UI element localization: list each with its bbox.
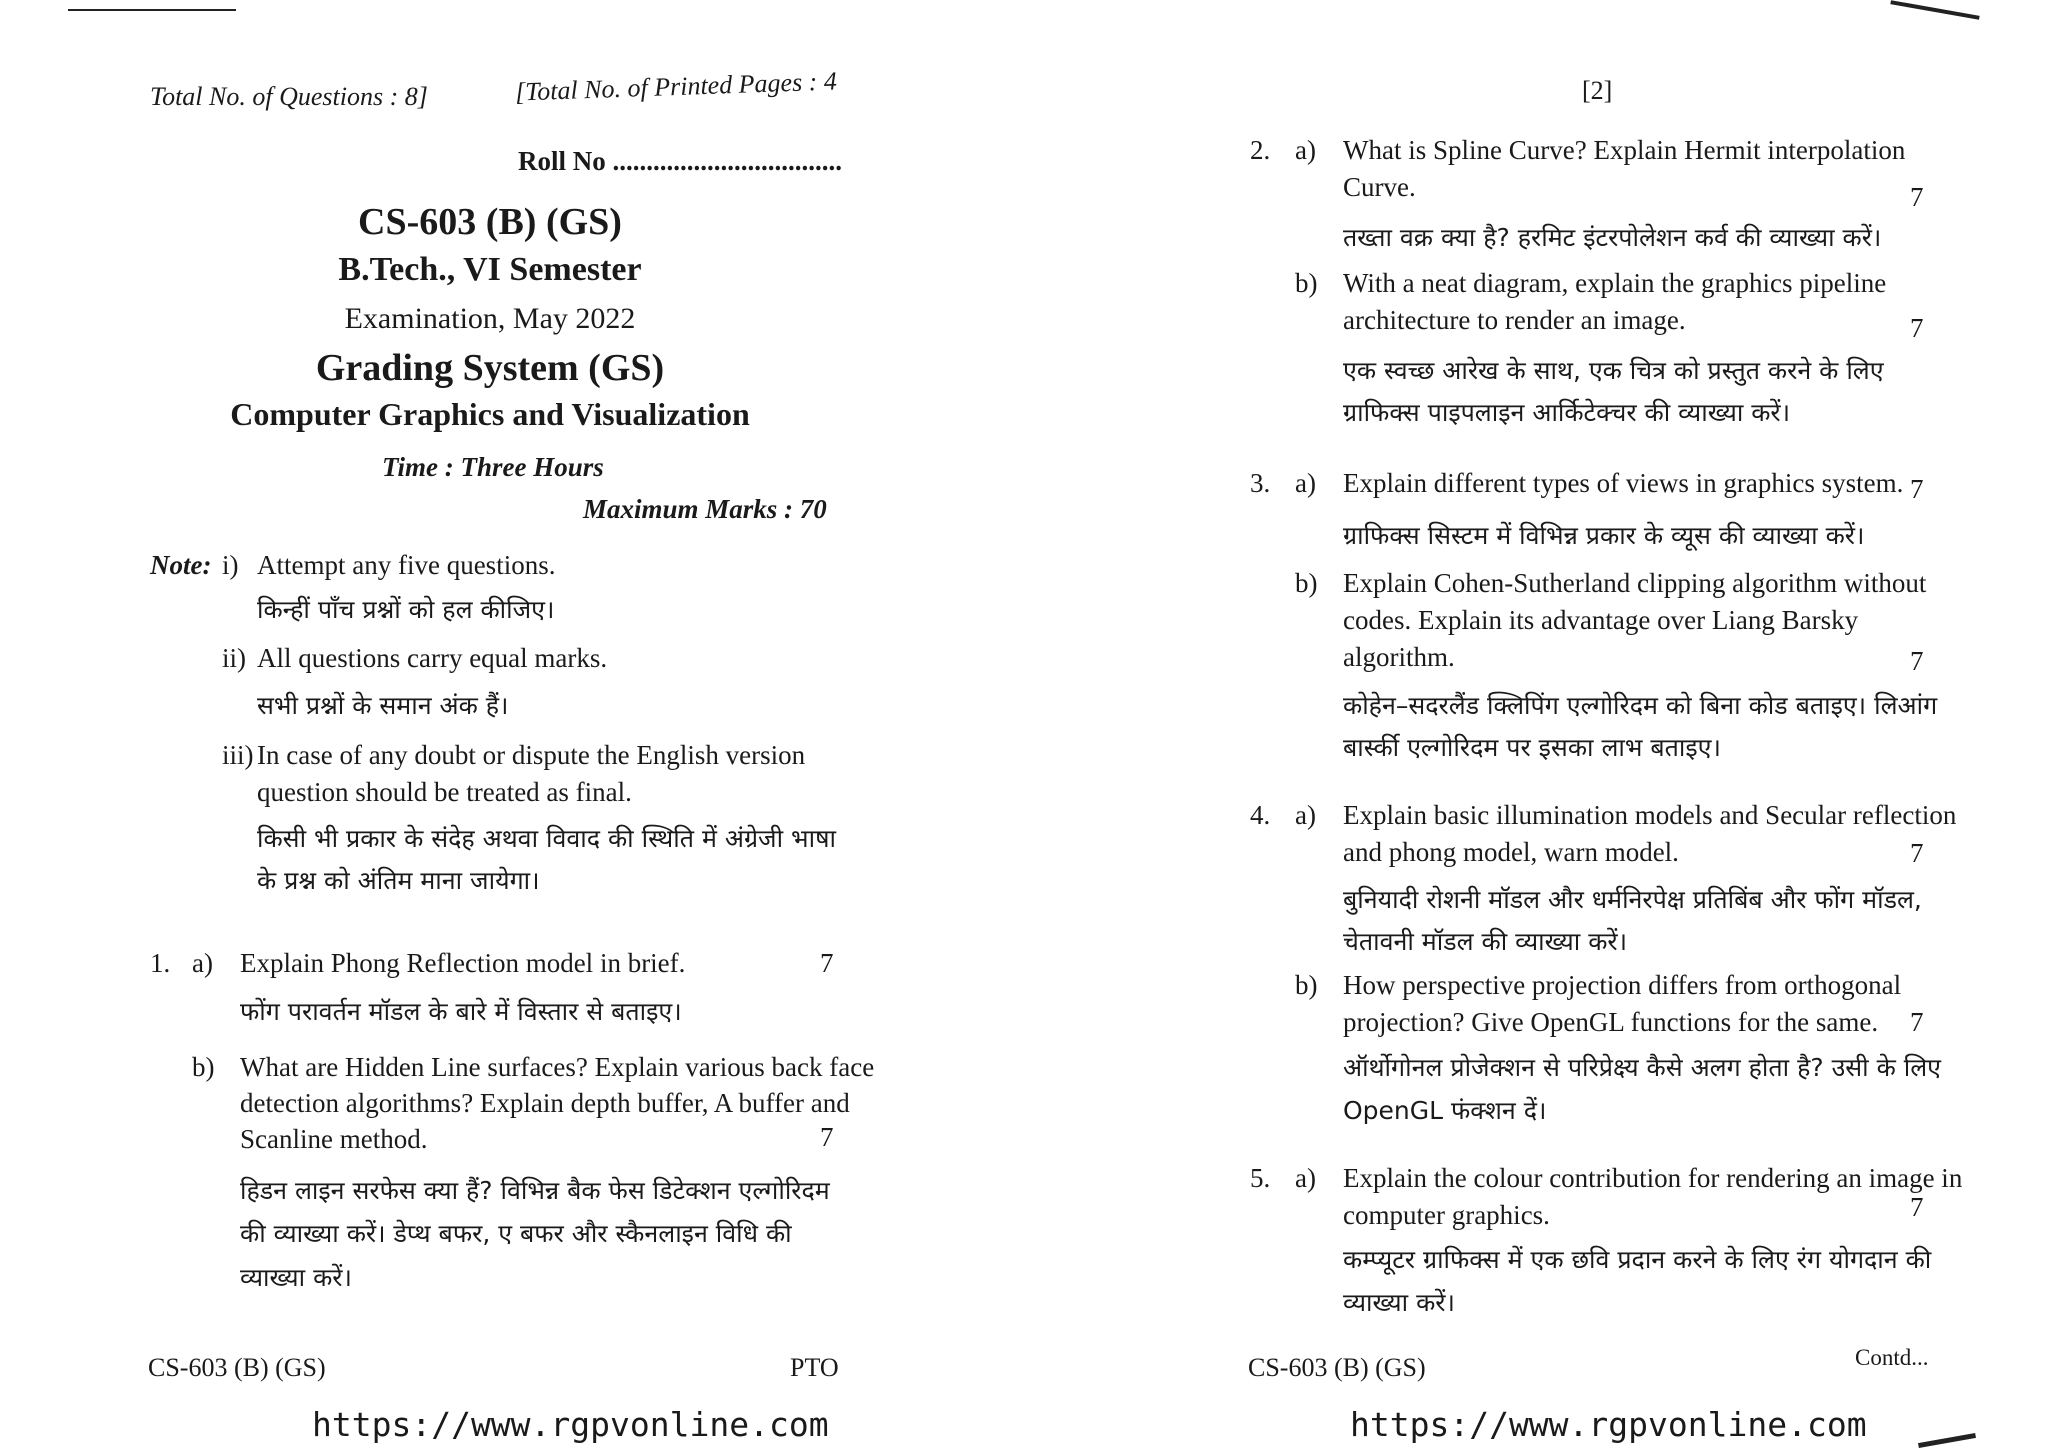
question-text: Explain different types of views in graphics system. [1343, 468, 1904, 498]
question-text: detection algorithms? Explain depth buffer, A buffer and [240, 1088, 850, 1118]
footer-contd: Contd... [1855, 1345, 1929, 1370]
subquestion-label: b) [1295, 568, 1318, 598]
total-questions: Total No. of Questions : 8] [150, 82, 428, 111]
footer-paper-code: CS-603 (B) (GS) [1248, 1353, 1426, 1382]
note-text: In case of any doubt or dispute the English version [257, 740, 806, 770]
note-text: All questions carry equal marks. [257, 643, 608, 673]
marks: 7 [1910, 474, 1924, 504]
note-number: iii) [222, 740, 254, 770]
question-text-hindi: बुनियादी रोशनी मॉडल और धर्मनिरपेक्ष प्रतिबिंब और फोंग मॉडल, [1343, 885, 1922, 914]
total-printed-pages: [Total No. of Printed Pages : 4 [514, 66, 838, 107]
marks: 7 [1910, 1007, 1924, 1037]
note-number: i) [222, 550, 239, 580]
marks: 7 [820, 1122, 834, 1152]
footer-url: https://www.rgpvonline.com [1350, 1405, 1867, 1444]
subquestion-label: b) [1295, 970, 1318, 1000]
note-label: Note: [150, 550, 212, 580]
question-text: projection? Give OpenGL functions for the same. [1343, 1007, 1879, 1037]
subquestion-label: b) [192, 1052, 215, 1082]
subquestion-label: a) [1295, 800, 1316, 830]
question-number: 5. [1250, 1163, 1271, 1193]
question-text-hindi: कम्प्यूटर ग्राफिक्स में एक छवि प्रदान करने के लिए रंग योगदान की [1343, 1245, 1932, 1274]
time-allowed: Time : Three Hours [382, 452, 604, 482]
marks: 7 [1910, 313, 1924, 343]
marks: 7 [1910, 1192, 1924, 1222]
note-text: question should be treated as final. [257, 777, 632, 807]
note-text-hindi: किसी भी प्रकार के संदेह अथवा विवाद की स्थिति में अंग्रेजी भाषा [257, 824, 836, 853]
note-text-hindi: सभी प्रश्नों के समान अंक हैं। [257, 691, 509, 720]
footer-pto: PTO [790, 1353, 839, 1382]
subquestion-label: a) [1295, 135, 1316, 165]
question-text-hindi: फोंग परावर्तन मॉडल के बारे में विस्तार से बताइए। [240, 997, 682, 1026]
note-number: ii) [222, 643, 246, 673]
question-text: How perspective projection differs from orthogonal [1343, 970, 1902, 1000]
question-text: codes. Explain its advantage over Liang Barsky [1343, 605, 1859, 635]
question-text-hindi: चेतावनी मॉडल की व्याख्या करें। [1343, 927, 1628, 956]
marks: 7 [1910, 182, 1924, 212]
question-text: Explain the colour contribution for rendering an image in [1343, 1163, 1963, 1193]
question-text: What are Hidden Line surfaces? Explain various back face [240, 1052, 875, 1082]
question-text: What is Spline Curve? Explain Hermit interpolation [1343, 135, 1906, 165]
question-text: architecture to render an image. [1343, 305, 1686, 335]
exam-date: Examination, May 2022 [344, 302, 636, 335]
question-text: With a neat diagram, explain the graphics pipeline [1343, 268, 1887, 298]
footer-url: https://www.rgpvonline.com [312, 1405, 829, 1444]
question-text-hindi: की व्याख्या करें। डेप्थ बफर, ए बफर और स्कैनलाइन विधि की [240, 1219, 792, 1248]
question-text: Scanline method. [240, 1124, 428, 1154]
question-text-hindi: OpenGL फंक्शन दें। [1343, 1096, 1547, 1125]
marks: 7 [1910, 838, 1924, 868]
question-text-hindi: एक स्वच्छ आरेख के साथ, एक चित्र को प्रस्तुत करने के लिए [1343, 356, 1884, 385]
question-number: 2. [1250, 135, 1271, 165]
subquestion-label: a) [1295, 468, 1316, 498]
scan-line-top-left [68, 9, 236, 11]
note-text-hindi: किन्हीं पाँच प्रश्नों को हल कीजिए। [257, 595, 555, 624]
question-number: 4. [1250, 800, 1271, 830]
question-text: algorithm. [1343, 642, 1455, 672]
roll-no: Roll No .................................. [518, 146, 842, 176]
question-number: 3. [1250, 468, 1271, 498]
course: B.Tech., VI Semester [338, 251, 642, 288]
question-text-hindi: व्याख्या करें। [1343, 1288, 1455, 1317]
grading-system: Grading System (GS) [315, 347, 665, 389]
note-text-hindi: के प्रश्न को अंतिम माना जायेगा। [257, 866, 540, 895]
question-text-hindi: तख्ता वक्र क्या है? हरमिट इंटरपोलेशन कर्व की व्याख्या करें। [1343, 223, 1882, 252]
question-text: Explain Cohen-Sutherland clipping algorithm without [1343, 568, 1927, 598]
question-text-hindi: ग्राफिक्स सिस्टम में विभिन्न प्रकार के व्यूस की व्याख्या करें। [1343, 521, 1865, 550]
page-number: [2] [1582, 76, 1613, 105]
maximum-marks: Maximum Marks : 70 [583, 494, 827, 524]
note-text: Attempt any five questions. [257, 550, 556, 580]
subject: Computer Graphics and Visualization [230, 396, 750, 432]
marks: 7 [1910, 646, 1924, 676]
question-text-hindi: ग्राफिक्स पाइपलाइन आर्किटेक्चर की व्याख्या करें। [1343, 398, 1791, 427]
scan-mark-top-right [1890, 0, 1979, 20]
subquestion-label: a) [1295, 1163, 1316, 1193]
question-text-hindi: ऑर्थोगोनल प्रोजेक्शन से परिप्रेक्ष्य कैसे अलग होता है? उसी के लिए [1343, 1053, 1941, 1082]
question-text: Curve. [1343, 172, 1416, 202]
question-text: computer graphics. [1343, 1200, 1550, 1230]
question-text: Explain Phong Reflection model in brief. [240, 948, 686, 978]
footer-paper-code: CS-603 (B) (GS) [148, 1353, 326, 1382]
question-text-hindi: व्याख्या करें। [240, 1263, 352, 1292]
question-number: 1. [150, 948, 171, 978]
question-text-hindi: हिडन लाइन सरफेस क्या हैं? विभिन्न बैक फेस डिटेक्शन एल्गोरिदम [240, 1176, 830, 1205]
paper-code: CS-603 (B) (GS) [358, 201, 622, 243]
question-text-hindi: बार्स्की एल्गोरिदम पर इसका लाभ बताइए। [1343, 733, 1721, 762]
question-text: Explain basic illumination models and Secular reflection [1343, 800, 1957, 830]
question-text-hindi: कोहेन–सदरलैंड क्लिपिंग एल्गोरिदम को बिना कोड बताइए। लिआंग [1343, 691, 1938, 720]
question-text: and phong model, warn model. [1343, 837, 1679, 867]
subquestion-label: b) [1295, 268, 1318, 298]
scan-mark-bottom-right [1918, 1433, 1976, 1448]
subquestion-label: a) [192, 948, 213, 978]
marks: 7 [820, 948, 834, 978]
